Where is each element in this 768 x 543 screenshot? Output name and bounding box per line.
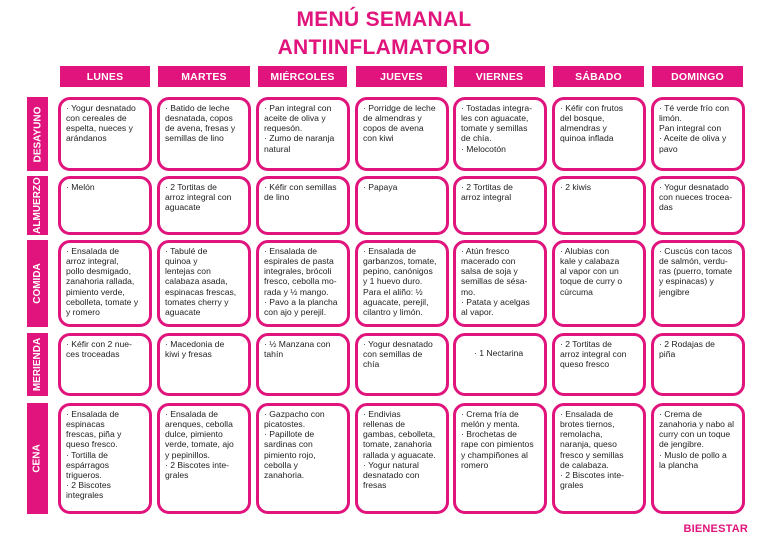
menu-cell-sabado-almuerzo: · 2 kiwis — [552, 176, 646, 235]
page-subtitle: ANTIINFLAMATORIO — [277, 36, 491, 59]
menu-cell-jueves-merienda: · Yogur desnatado con semillas de chía — [355, 333, 449, 396]
menu-cell-lunes-merienda: · Kéfir con 2 nue- ces troceadas — [58, 333, 152, 396]
menu-cell-sabado-desayuno: · Kéfir con frutos del bosque, almendras y quinoa inflada — [552, 97, 646, 171]
menu-cell-martes-desayuno: · Batido de leche desnatada, copos de avena, fresas y semillas de lino — [157, 97, 251, 171]
menu-cell-jueves-cena: · Endivias rellenas de gambas, cebolleta, tomate, zanahoria rallada y aguacate. · Yogur natural desnatado con fresas — [355, 403, 449, 514]
day-header-lunes: LUNES — [60, 66, 150, 87]
day-header-sabado: SÁBADO — [553, 66, 644, 87]
menu-cell-domingo-merienda: · 2 Rodajas de piña — [651, 333, 745, 396]
menu-cell-jueves-desayuno: · Porridge de leche de almendras y copos de avena con kiwi — [355, 97, 449, 171]
day-header-miercoles: MIÉRCOLES — [258, 66, 347, 87]
menu-cell-miercoles-cena: · Gazpacho con picatostes. · Papillote de sardinas con pimiento rojo, cebolla y zanahoria. — [256, 403, 350, 514]
day-header-domingo: DOMINGO — [652, 66, 743, 87]
menu-cell-domingo-comida: · Cuscús con tacos de salmón, verdu- ras (puerro, tomate y espinacas) y jengibre — [651, 240, 745, 327]
menu-cell-domingo-cena: · Crema de zanahoria y nabo al curry con un toque de jengibre. · Muslo de pollo a la plancha — [651, 403, 745, 514]
menu-cell-sabado-comida: · Alubias con kale y calabaza al vapor con un toque de curry o cúrcuma — [552, 240, 646, 327]
menu-cell-martes-comida: · Tabulé de quinoa y lentejas con calabaza asada, espinacas frescas, tomates cherry y aguacate — [157, 240, 251, 327]
meal-header-comida: COMIDA — [27, 240, 48, 327]
menu-cell-domingo-almuerzo: · Yogur desnatado con nueces trocea- das — [651, 176, 745, 235]
menu-cell-sabado-cena: · Ensalada de brotes tiernos, remolacha, naranja, queso fresco y semillas de calabaza. · 2 Biscotes inte- grales — [552, 403, 646, 514]
brand-logo: BIENESTAR — [683, 523, 748, 535]
menu-cell-martes-almuerzo: · 2 Tortitas de arroz integral con aguacate — [157, 176, 251, 235]
menu-cell-viernes-merienda: · 1 Nectarina — [453, 333, 547, 396]
menu-cell-miercoles-desayuno: · Pan integral con aceite de oliva y requesón. · Zumo de naranja natural — [256, 97, 350, 171]
menu-cell-martes-cena: · Ensalada de arenques, cebolla dulce, pimiento verde, tomate, ajo y pepinillos. · 2 Biscotes inte- grales — [157, 403, 251, 514]
menu-cell-viernes-desayuno: · Tostadas integra- les con aguacate, tomate y semillas de chía. · Melocotón — [453, 97, 547, 171]
day-header-viernes: VIERNES — [454, 66, 545, 87]
menu-cell-domingo-desayuno: · Té verde frío con limón. Pan integral con · Aceite de oliva y pavo — [651, 97, 745, 171]
menu-cell-jueves-almuerzo: · Papaya — [355, 176, 449, 235]
menu-cell-jueves-comida: · Ensalada de garbanzos, tomate, pepino, canónigos y 1 huevo duro. Para el aliño: ½ aguacate, perejil, cilantro y limón. — [355, 240, 449, 327]
menu-cell-miercoles-merienda: · ½ Manzana con tahín — [256, 333, 350, 396]
menu-cell-lunes-almuerzo: · Melón — [58, 176, 152, 235]
day-header-martes: MARTES — [158, 66, 250, 87]
meal-header-merienda: MERIENDA — [27, 333, 48, 396]
menu-cell-miercoles-almuerzo: · Kéfir con semillas de lino — [256, 176, 350, 235]
menu-cell-martes-merienda: · Macedonia de kiwi y fresas — [157, 333, 251, 396]
page-title: MENÚ SEMANAL — [296, 8, 472, 31]
meal-header-cena: CENA — [27, 403, 48, 514]
menu-cell-viernes-cena: · Crema fría de melón y menta. · Brochetas de rape con pimientos y champiñones al romero — [453, 403, 547, 514]
menu-cell-lunes-comida: · Ensalada de arroz integral, pollo desmigado, zanahoria rallada, pimiento verde, cebolleta, tomate y y romero — [58, 240, 152, 327]
menu-cell-lunes-desayuno: · Yogur desnatado con cereales de espelta, nueces y arándanos — [58, 97, 152, 171]
menu-cell-viernes-comida: · Atún fresco macerado con salsa de soja y semillas de sésa- mo. · Patata y acelgas al vapor. — [453, 240, 547, 327]
menu-cell-viernes-almuerzo: · 2 Tortitas de arroz integral — [453, 176, 547, 235]
meal-header-desayuno: DESAYUNO — [27, 97, 48, 171]
day-header-jueves: JUEVES — [356, 66, 447, 87]
menu-cell-sabado-merienda: · 2 Tortitas de arroz integral con queso fresco — [552, 333, 646, 396]
menu-cell-miercoles-comida: · Ensalada de espirales de pasta integrales, brócoli fresco, cebolla mo- rada y ½ mango. · Pavo a la plancha con ajo y perejil. — [256, 240, 350, 327]
menu-cell-lunes-cena: · Ensalada de espinacas frescas, piña y queso fresco. · Tortilla de espárragos trigueros. · 2 Biscotes integrales — [58, 403, 152, 514]
meal-header-almuerzo: ALMUERZO — [27, 176, 48, 235]
